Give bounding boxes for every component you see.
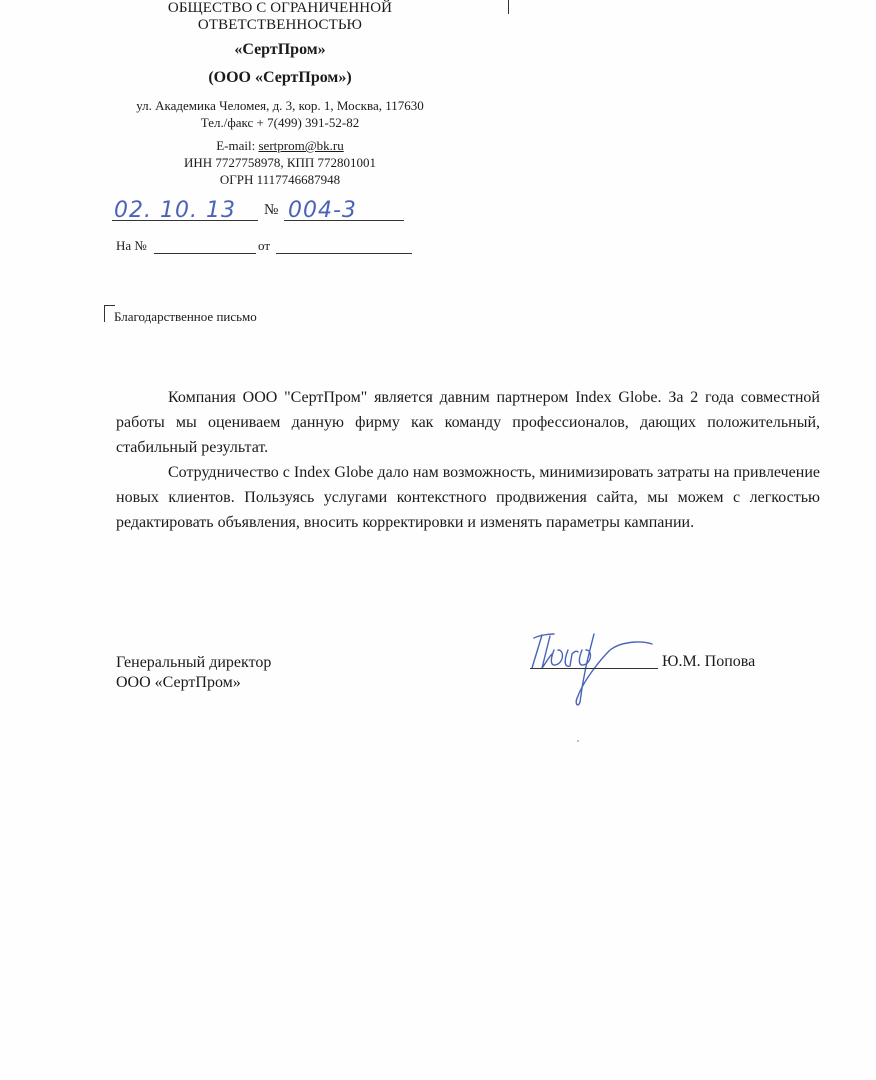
company-ogrn: ОГРН 1117746687948: [219, 172, 341, 187]
company-address: ул. Академика Челомея, д. 3, кор. 1, Москва, 117630: [136, 98, 424, 113]
date-underline: [112, 220, 258, 221]
company-type-line2: ОТВЕТСТВЕННОСТЬЮ: [197, 17, 363, 33]
company-abbreviation: (ООО «СертПром»): [208, 69, 352, 86]
reference-from-label: от: [258, 238, 271, 253]
number-underline: [284, 220, 404, 221]
company-inn: ИНН 7727758978, КПП 772801001: [183, 155, 377, 170]
company-phone: Тел./факс + 7(499) 391-52-82: [200, 115, 360, 130]
email-label: E-mail:: [216, 138, 259, 153]
scan-speck: [577, 740, 579, 742]
company-type-line1: ОБЩЕСТВО С ОГРАНИЧЕННОЙ: [167, 0, 393, 16]
reference-line: [116, 238, 416, 258]
handwritten-number: 004-3: [288, 198, 357, 223]
signatory-name: Ю.М. Попова: [662, 653, 756, 670]
registration-line: [112, 198, 412, 224]
signatory-company: ООО «СертПром»: [116, 674, 241, 691]
reference-label: На №: [116, 238, 147, 253]
handwritten-date: 02. 10. 13: [114, 198, 236, 223]
body-paragraph-2: Сотрудничество с Index Globe дало нам возможность, минимизировать затраты на привлечение новых клиентов. Пользуясь услугами контекстного продвижения сайта, мы можем с легкостью редактировать объявления, вносить корректировки и изменять параметры кампании.: [116, 464, 820, 531]
signatory-position: [116, 653, 271, 693]
corner-mark-top: [508, 0, 519, 14]
reference-date-blank: [276, 253, 412, 254]
signature-line: [530, 668, 658, 669]
letter-subject: Благодарственное письмо: [114, 309, 257, 324]
handwritten-signature: [520, 610, 670, 710]
reference-number-blank: [154, 253, 256, 254]
email-link[interactable]: sertprom@bk.ru: [258, 138, 344, 153]
body-paragraph-1: Компания ООО "СертПром" является давним партнером Index Globe. За 2 года совместной работы мы оцениваем данную фирму как команду профессионалов, дающих положительный, стабильный результат.: [116, 389, 820, 456]
letter-body: [116, 385, 820, 535]
letterhead: [100, 0, 460, 188]
number-sign: №: [264, 202, 279, 218]
company-email-line: [100, 137, 460, 154]
signatory-title: Генеральный директор: [116, 654, 272, 671]
company-name: «СертПром»: [234, 41, 326, 58]
